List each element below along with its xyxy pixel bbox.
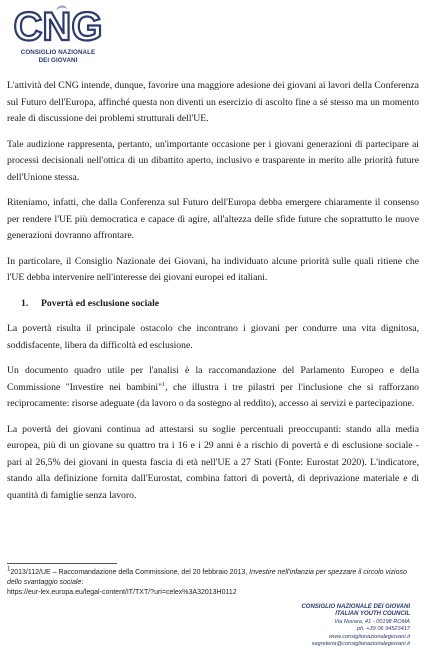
paragraph bbox=[7, 363, 419, 413]
document-body bbox=[7, 78, 419, 513]
footnote-text: 2013/112/UE – Raccomandazione della Commissione, del 20 febbraio 2013, bbox=[10, 569, 250, 576]
footnote-punct: : bbox=[81, 579, 84, 586]
paragraph: La povertà risulta il principale ostacolo che incontrano i giovani per condurre una vita dignitosa, soddisfacente, libera da difficoltà ed esclusione. bbox=[7, 323, 419, 351]
cng-logo-mark bbox=[12, 2, 104, 48]
section-title: Povertà ed esclusione sociale bbox=[41, 297, 160, 309]
contact-block bbox=[220, 604, 410, 648]
paragraph-text: , che illustra i tre pilastri per l'inclusione che si rafforzano reciprocamente: risorse adeguate (da lavoro o da sostegno al reddito), accesso ai servizi e partecipazione. bbox=[7, 381, 420, 409]
contact-org: CONSIGLIO NAZIONALE DEI GIOVANI bbox=[301, 604, 410, 610]
paragraph: In particolare, il Consiglio Nazionale dei Giovani, ha individuato alcune priorità sulle quali ritiene che l'UE debba intervenire nell'interesse dei giovani europei ed italiani. bbox=[7, 255, 419, 283]
contact-email[interactable]: segreteria@consiglionazionalegiovani.it bbox=[311, 641, 410, 648]
contact-website[interactable]: www.consiglionazionalegiovani.it bbox=[328, 633, 410, 640]
logo-text-line2: DEI GIOVANI bbox=[38, 57, 78, 64]
paragraph: La povertà dei giovani continua ad attestarsi su soglie percentuali preoccupanti: stando alla media europea, più di un giovane su quattro tra i 16 e i 29 anni è a rischio di povertà e di esclusione sociale - pari al 26,5% dei giovani in questa fascia di età nell'UE a 27 Stati (Fonte: Eurostat 2020). L'indicatore, stando alla definizione fornita dall'Eurostat, combina fattori di povertà, di deprivazione materiale e di quantità di famiglie senza lavoro. bbox=[7, 423, 419, 501]
footnote-reference[interactable]: 1 bbox=[162, 381, 166, 388]
contact-phone: ph. +39 06 94523417 bbox=[356, 626, 410, 633]
footnote-title: Investire nell'infanzia per spezzare il circolo vizioso dello svantaggio sociale bbox=[7, 569, 407, 586]
paragraph: L'attività del CNG intende, dunque, favorire una maggiore adesione dei giovani ai lavori della Conferenza sul Futuro dell'Europa, affinché questa non diventi un esercizio di ascolto fine a sé stesso ma un momento reale di discussione dei problemi strutturali dell'UE. bbox=[7, 80, 419, 124]
contact-address: Via Novara, 41 - 00198 ROMA bbox=[334, 618, 410, 625]
section-number: 1. bbox=[21, 297, 29, 309]
contact-org-en: ITALIAN YOUTH COUNCIL bbox=[335, 611, 410, 618]
logo-text-line1: CONSIGLIO NAZIONALE bbox=[20, 49, 96, 56]
footnote bbox=[7, 568, 407, 598]
footnote-link[interactable]: https://eur-lex.europa.eu/legal-content/IT/TXT/?uri=celex%3A32013H0112 bbox=[7, 589, 237, 596]
footnote-number: 1 bbox=[7, 566, 11, 573]
paragraph: Riteniamo, infatti, che dalla Conferenza sul Futuro dell'Europa debba emergere chiaramente il consenso per rendere l'UE più democratica e capace di agire, all'altezza delle sfide future che soprattutto le nuove generazioni dovranno affrontare. bbox=[7, 197, 419, 241]
cng-logo bbox=[12, 2, 104, 72]
paragraph-text: Un documento quadro utile per l'analisi è la raccomandazione del Parlamento Europeo e della Commissione "Investire nei bambini" bbox=[7, 365, 419, 393]
footnote-divider bbox=[7, 563, 117, 564]
section-heading bbox=[21, 296, 419, 313]
cng-logo-letters: CNG bbox=[13, 5, 103, 48]
paragraph: Tale audizione rappresenta, pertanto, un'importante occasione per i giovani generazioni di partecipare ai processi decisionali nell'ottica di un dibattito aperto, inclusivo e trasparente in merito alle priorità future dell'Unione stessa. bbox=[7, 138, 419, 183]
